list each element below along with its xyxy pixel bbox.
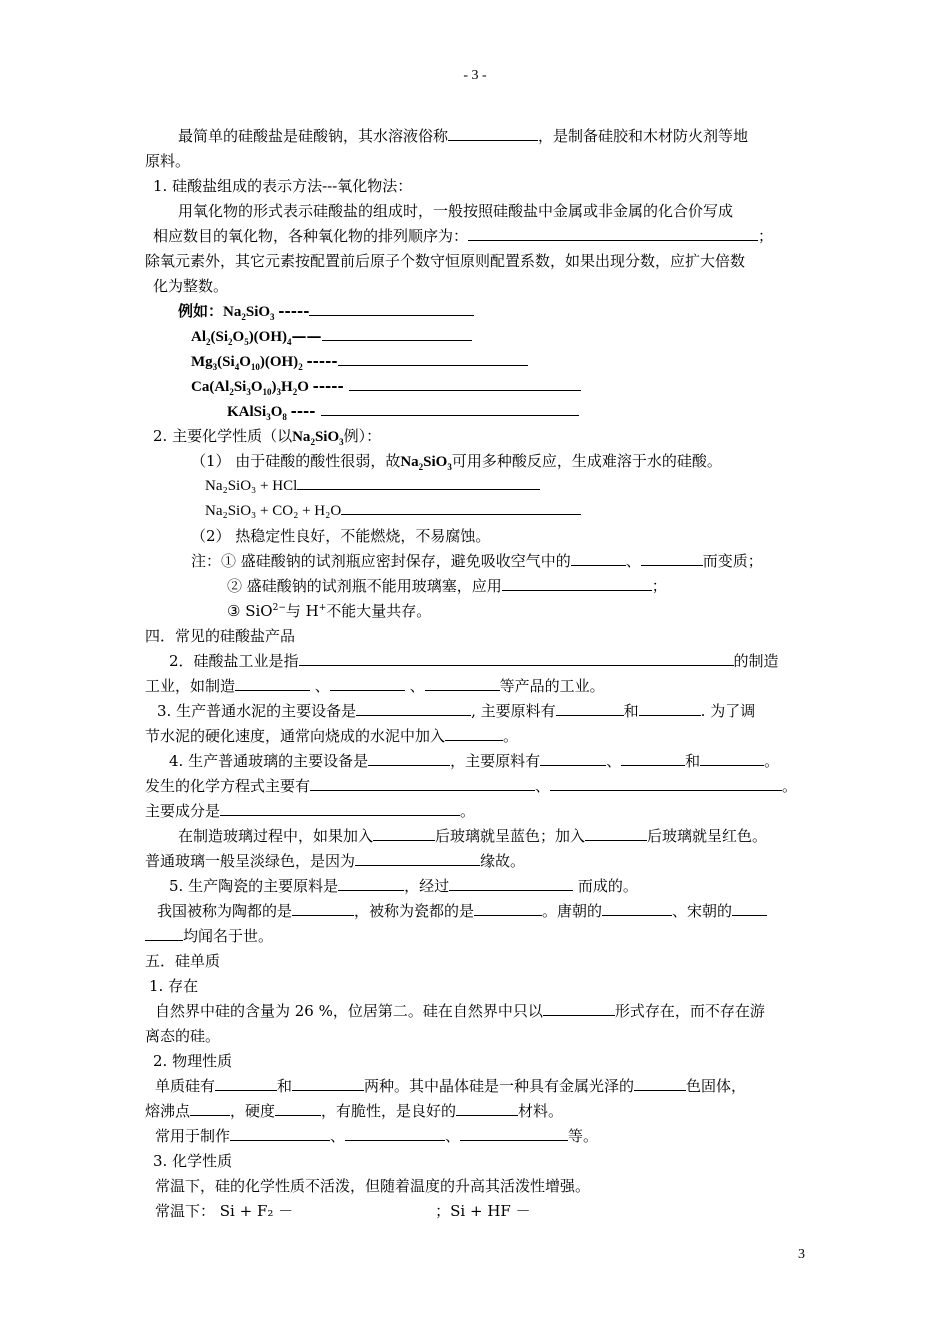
- fill-blank[interactable]: [275, 1100, 321, 1116]
- text: ，经过: [404, 877, 450, 895]
- fill-blank[interactable]: [543, 1000, 615, 1016]
- fill-blank[interactable]: [732, 900, 767, 916]
- text: 2．硅酸盐工业是指: [169, 652, 299, 670]
- text: 后玻璃就呈红色。: [647, 827, 768, 845]
- text: ，硬度: [230, 1102, 276, 1120]
- text: ；Si + HF －: [435, 1202, 531, 1220]
- page-number: 3: [798, 1247, 805, 1262]
- fill-blank[interactable]: [345, 1125, 445, 1141]
- fill-blank[interactable]: [641, 550, 703, 566]
- text: 、宋朝的: [672, 902, 733, 920]
- fill-blank[interactable]: [368, 750, 450, 766]
- fill-blank[interactable]: [235, 675, 310, 691]
- equation-1: [145, 474, 810, 499]
- text: Na₂SiO₃ + HCl: [205, 478, 298, 494]
- text: 例）：: [343, 427, 382, 445]
- text: ——: [291, 327, 322, 345]
- s5-sub-1-line1: [145, 999, 810, 1024]
- s5-sub-1: [145, 974, 810, 999]
- text: ，有脆性，是良好的: [321, 1102, 457, 1120]
- example-ca-al2si3o10: [145, 374, 810, 399]
- text: 、: [330, 1127, 346, 1145]
- text: -----: [312, 377, 344, 395]
- fill-blank[interactable]: [356, 700, 471, 716]
- section-1-line-1: [145, 199, 810, 224]
- s4-item4-line3: 主要成分是 。: [145, 802, 476, 820]
- section-1-title: [145, 174, 810, 199]
- fill-blank[interactable]: [292, 900, 354, 916]
- text: 常温下，硅的化学性质不活泼，但随着温度的升高其活泼性增强。: [155, 1177, 591, 1195]
- fill-blank[interactable]: [700, 750, 764, 766]
- text: 例如：: [178, 302, 224, 320]
- example-na2sio3: [145, 299, 810, 324]
- text: 1. 存在: [149, 977, 199, 995]
- text: 缘故。: [480, 852, 526, 870]
- example-kalsi3o8: [145, 399, 810, 424]
- text: 1. 硅酸盐组成的表示方法---氧化物法：: [153, 177, 413, 195]
- text: ，主要原料有: [450, 752, 541, 770]
- text: 四．常见的硅酸盐产品: [145, 627, 296, 645]
- text: 发生的化学方程式主要有: [145, 777, 311, 795]
- text: （2） 热稳定性良好，不能燃烧，不易腐蚀。: [191, 527, 491, 545]
- text: -----: [278, 302, 310, 320]
- section-2-item-1: [145, 449, 810, 474]
- text: 和: [623, 702, 639, 720]
- formula: $Na_2SiO_3$: [223, 304, 275, 322]
- intro-line-2: [145, 149, 810, 174]
- text: 主要成分是: [145, 802, 221, 820]
- s4-item5-line2: [145, 899, 810, 924]
- fill-blank[interactable]: [310, 775, 535, 791]
- fill-blank[interactable]: [540, 750, 606, 766]
- text: 形式存在，而不存在游: [614, 1002, 765, 1020]
- s5-sub-2: [145, 1049, 810, 1074]
- text: ，是制备硅胶和木材防火剂等地: [538, 127, 749, 145]
- text: 2. 主要化学性质（以: [153, 427, 293, 445]
- fill-blank[interactable]: [338, 350, 528, 366]
- fill-blank[interactable]: [322, 325, 472, 341]
- text: 最简单的硅酸盐是硅酸钠，其水溶液俗称: [178, 127, 449, 145]
- fill-blank[interactable]: [556, 700, 624, 716]
- text: 离态的硅。: [145, 1027, 221, 1045]
- text: ② 盛硅酸钠的试剂瓶不能用玻璃塞，应用: [227, 577, 502, 595]
- text: 化为整数。: [153, 277, 229, 295]
- section-1-line-3: [145, 249, 810, 274]
- text: 注：① 盛硅酸钠的试剂瓶应密封保存，避免吸收空气中的: [191, 552, 571, 570]
- text: , 主要原料有: [471, 702, 556, 720]
- text: 熔沸点: [145, 1102, 191, 1120]
- text: （1） 由于硅酸的酸性很弱，故: [191, 452, 401, 470]
- s4-item2-line1: [145, 649, 810, 674]
- fill-blank[interactable]: [330, 675, 405, 691]
- fill-blank[interactable]: [460, 1125, 568, 1141]
- fill-blank[interactable]: [309, 300, 474, 316]
- s4-item3-line1: [145, 699, 810, 724]
- formula: $Mg_3(Si_4O_{10})(OH)_2$: [191, 354, 303, 372]
- section-2-title: [145, 424, 810, 449]
- fill-blank[interactable]: [585, 825, 647, 841]
- formula: $Ca(Al_2Si_3O_{10})_3H_2O$: [191, 379, 313, 397]
- text: 、: [625, 552, 641, 570]
- fill-blank[interactable]: [373, 825, 435, 841]
- fill-blank[interactable]: [449, 875, 573, 891]
- fill-blank[interactable]: [299, 650, 734, 666]
- text: Na₂SiO₃ + CO₂ + H₂O: [205, 503, 342, 519]
- formula: $KAlSi_3O_8$: [227, 404, 287, 422]
- fill-blank[interactable]: [571, 550, 626, 566]
- text: 在制造玻璃过程中，如果加入: [178, 827, 374, 845]
- fill-blank[interactable]: [220, 800, 460, 816]
- text: 5. 生产陶瓷的主要原料是: [169, 877, 339, 895]
- s5-sub-2-line1: [145, 1074, 810, 1099]
- section-2-item-2: [145, 524, 810, 549]
- fill-blank[interactable]: [634, 1075, 686, 1091]
- superscript: +: [318, 603, 327, 613]
- text: ③ SiO: [227, 602, 273, 620]
- fill-blank[interactable]: [230, 1125, 330, 1141]
- fill-blank[interactable]: [297, 474, 540, 490]
- text: 与 H: [285, 602, 319, 620]
- fill-blank[interactable]: [502, 575, 652, 591]
- text: 可用多种酸反应，生成难溶于水的硅酸。: [451, 452, 722, 470]
- s5-sub-3-line2: [145, 1199, 810, 1224]
- text: 均闻名于世。: [183, 927, 274, 945]
- example-mg3si4o10: [145, 349, 810, 374]
- s4-item5-line1: [145, 874, 810, 899]
- fill-blank[interactable]: [292, 1075, 364, 1091]
- text: 而变质；: [702, 552, 763, 570]
- s5-sub-2-line2: [145, 1099, 810, 1124]
- s4-item4-line2: 发生的化学方程式主要有 、 。: [145, 777, 798, 795]
- fill-blank[interactable]: [425, 675, 500, 691]
- s4-item3-line2: [145, 724, 810, 749]
- fill-blank[interactable]: [355, 850, 480, 866]
- note-1: [145, 549, 810, 574]
- text: 色固体，: [686, 1077, 747, 1095]
- fill-blank[interactable]: [338, 875, 404, 891]
- text: 。: [503, 727, 519, 745]
- text: 五．硅单质: [145, 952, 221, 970]
- s4-item2-line2: 工业，如制造 、 、 等产品的工业。: [145, 677, 605, 695]
- text: -----: [306, 352, 338, 370]
- text: 等。: [568, 1127, 599, 1145]
- text: 3. 化学性质: [153, 1152, 233, 1170]
- superscript: 2−: [272, 603, 286, 613]
- s5-sub-2-line3: [145, 1124, 810, 1149]
- s5-sub-1-line2: [145, 1024, 810, 1049]
- s4-item5-line3: [145, 924, 810, 949]
- formula: $Na_2SiO_3$: [400, 454, 452, 472]
- s5-sub-3-line1: [145, 1174, 810, 1199]
- text: 和: [277, 1077, 293, 1095]
- text: 常温下： Si + F₂ －: [155, 1202, 294, 1220]
- fill-blank[interactable]: [349, 375, 581, 391]
- text: 2. 物理性质: [153, 1052, 233, 1070]
- s5-sub-3: [145, 1149, 810, 1174]
- text: ，被称为瓷都的是: [354, 902, 475, 920]
- text: 不能大量共存。: [326, 602, 432, 620]
- fill-blank[interactable]: [448, 125, 538, 141]
- text: 我国被称为陶都的是: [157, 902, 293, 920]
- formula: $Al_2(Si_2O_5)(OH)_4$: [191, 329, 292, 347]
- fill-blank[interactable]: [639, 700, 701, 716]
- text: 节水泥的硬化速度，通常向烧成的水泥中加入: [145, 727, 446, 745]
- text: ；: [651, 577, 667, 595]
- fill-blank[interactable]: [550, 775, 782, 791]
- text: 、: [445, 1127, 461, 1145]
- note-2: [145, 574, 810, 599]
- text: 用氧化物的形式表示硅酸盐的组成时，一般按照硅酸盐中金属或非金属的化合价写成: [178, 202, 734, 220]
- note-3: [145, 599, 810, 624]
- formula: $Na_2SiO_3$: [292, 429, 344, 447]
- text: 等产品的工业。: [499, 677, 605, 695]
- text: 原料。: [145, 152, 191, 170]
- text: 后玻璃就呈蓝色；加入: [435, 827, 586, 845]
- text: 。: [764, 752, 780, 770]
- section-5-title: [145, 949, 810, 974]
- fill-blank[interactable]: [190, 1100, 230, 1116]
- page-header: - 3 -: [463, 68, 487, 83]
- s4-item4-line1: 4. 生产普通玻璃的主要设备是 ，主要原料有 、 和 。: [169, 752, 780, 770]
- text: 单质硅有: [155, 1077, 216, 1095]
- text: 工业，如制造: [145, 677, 236, 695]
- section-1-line-2: [145, 224, 810, 249]
- fill-blank[interactable]: [341, 499, 581, 515]
- text: 3. 生产普通水泥的主要设备是: [157, 702, 357, 720]
- fill-blank[interactable]: [321, 400, 579, 416]
- fill-blank[interactable]: [621, 750, 685, 766]
- text: 两种。其中晶体硅是一种具有金属光泽的: [364, 1077, 635, 1095]
- document-body: [145, 124, 810, 1224]
- fill-blank[interactable]: [445, 725, 503, 741]
- text: ；: [758, 227, 774, 245]
- fill-blank[interactable]: [602, 900, 672, 916]
- text: 4. 生产普通玻璃的主要设备是: [169, 752, 369, 770]
- section-1-line-4: [145, 274, 810, 299]
- fill-blank[interactable]: [468, 225, 758, 241]
- fill-blank[interactable]: [215, 1075, 277, 1091]
- text: 相应数目的氧化物，各种氧化物的排列顺序为：: [153, 227, 469, 245]
- text: ----: [290, 402, 316, 420]
- section-4-title: [145, 624, 810, 649]
- text: 。唐朝的: [542, 902, 603, 920]
- text: 而成的。: [573, 877, 638, 895]
- intro-line-1: [145, 124, 810, 149]
- text: 的制造: [733, 652, 779, 670]
- text: . 为了调: [700, 702, 756, 720]
- s4-item4-line4: [145, 824, 810, 849]
- fill-blank[interactable]: [474, 900, 542, 916]
- text: 材料。: [518, 1102, 564, 1120]
- text: 常用于制作: [155, 1127, 231, 1145]
- fill-blank[interactable]: [145, 925, 183, 941]
- text: 普通玻璃一般呈淡绿色，是因为: [145, 852, 356, 870]
- equation-2: [145, 499, 810, 524]
- text: 和: [685, 752, 701, 770]
- fill-blank[interactable]: [456, 1100, 518, 1116]
- example-al2si2o5: [145, 324, 810, 349]
- text: 自然界中硅的含量为 26 %，位居第二。硅在自然界中只以: [155, 1002, 543, 1020]
- text: 除氧元素外，其它元素按配置前后原子个数守恒原则配置系数，如果出现分数，应扩大倍数: [145, 252, 746, 270]
- s4-item4-line5: [145, 849, 810, 874]
